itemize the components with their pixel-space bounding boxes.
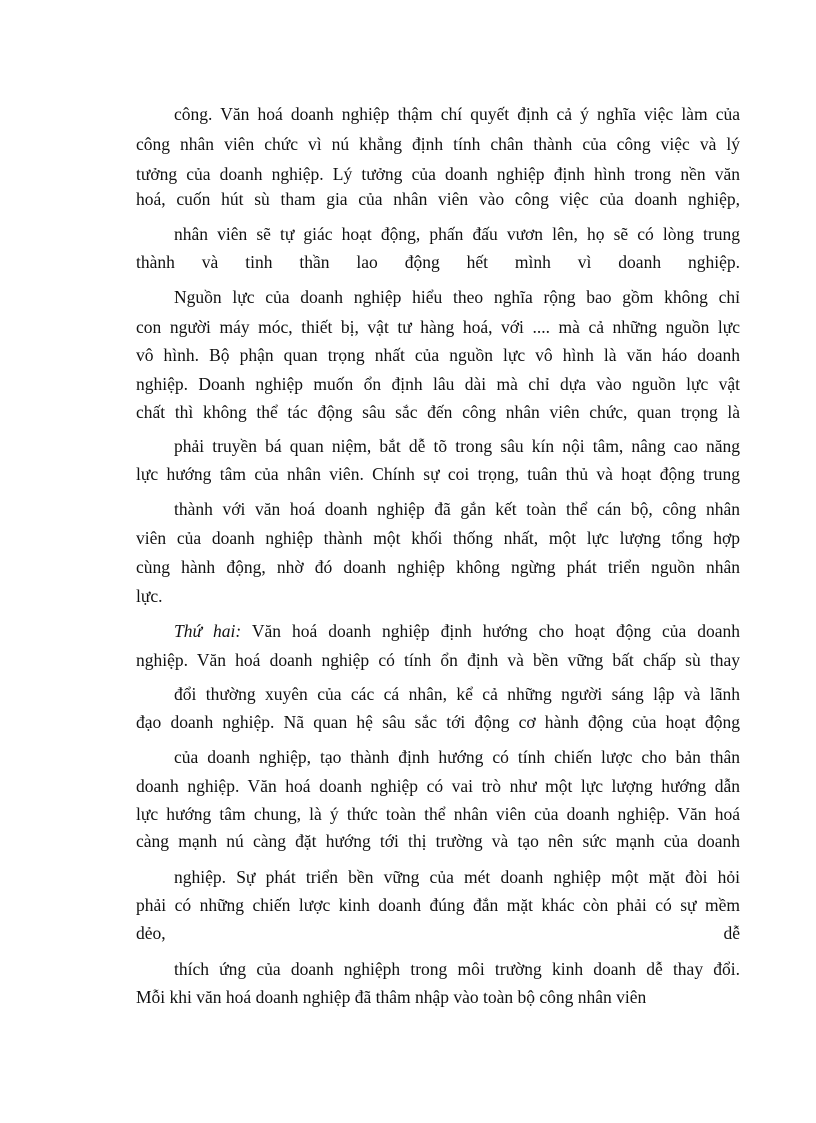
text-line: đổi thường xuyên của các cá nhân, kể cả những người sáng lập và lãnh (174, 684, 740, 704)
text-line: chất thì không thể tác động sâu sắc đến công nhân viên chức, quan trọng là (136, 402, 740, 422)
text-line: đạo doanh nghiệp. Nã quan hệ sâu sắc tới động cơ hành động của hoạt động (136, 712, 740, 732)
italic-lead: Thứ hai: (174, 621, 242, 641)
text-line: thành với văn hoá doanh nghiệp đã gắn kết toàn thể cán bộ, công nhân (174, 499, 740, 519)
text-line: hoá, cuốn hút sù tham gia của nhân viên vào công việc của doanh nghiệp, (136, 189, 740, 209)
line-text: Văn hoá doanh nghiệp định hướng cho hoạt động của doanh (251, 621, 741, 641)
text-line: lực. (136, 586, 163, 606)
text-line: công nhân viên chức vì nú khẳng định tính chân thành của công việc và lý (136, 134, 740, 154)
text-line: nghiệp. Doanh nghiệp muốn ổn định lâu dài mà chỉ dựa vào nguồn lực vật (136, 374, 740, 394)
text-line: cùng hành động, nhờ đó doanh nghiệp không ngừng phát triển nguồn nhân (136, 557, 740, 577)
text-line: phải có những chiến lược kinh doanh đúng đắn mặt khác còn phải có sự mềm (136, 895, 740, 915)
text-line: Nguồn lực của doanh nghiệp hiểu theo nghĩa rộng bao gồm không chỉ (174, 287, 740, 307)
text-line: tưởng của doanh nghiệp. Lý tưởng của doanh nghiệp định hình trong nền văn (136, 164, 740, 184)
text-line: Mỗi khi văn hoá doanh nghiệp đã thâm nhập vào toàn bộ công nhân viên (136, 987, 647, 1007)
text-line: phải truyền bá quan niệm, bắt dễ tõ trong sâu kín nội tâm, nâng cao năng (174, 436, 740, 456)
text-line: dẻo, dễ (136, 923, 740, 943)
text-line: của doanh nghiệp, tạo thành định hướng có tính chiến lược cho bản thân (174, 747, 740, 767)
text-line: doanh nghiệp. Văn hoá doanh nghiệp có vai trò như một lực lượng hướng dẫn (136, 776, 740, 796)
text-line: nhân viên sẽ tự giác hoạt động, phấn đấu vươn lên, họ sẽ có lòng trung (174, 224, 740, 244)
text-line: thích ứng của doanh nghiệph trong môi trường kinh doanh dễ thay đổi. (174, 959, 740, 979)
text-line: lực hướng tâm chung, là ý thức toàn thể nhân viên của doanh nghiệp. Văn hoá (136, 804, 740, 824)
text-line: lực hướng tâm của nhân viên. Chính sự coi trọng, tuân thủ và hoạt động trung (136, 464, 740, 484)
text-line: viên của doanh nghiệp thành một khối thống nhất, một lực lượng tổng hợp (136, 528, 740, 548)
text-line-with-italic-lead (174, 617, 740, 645)
text-line: công. Văn hoá doanh nghiệp thậm chí quyết định cả ý nghĩa việc làm của (174, 104, 740, 124)
text-line: nghiệp. Văn hoá doanh nghiệp có tính ổn định và bền vững bất chấp sù thay (136, 650, 740, 670)
text-line: càng mạnh nú càng đặt hướng tới thị trường và tạo nên sức mạnh của doanh (136, 831, 740, 851)
text-line: thành và tinh thần lao động hết mình vì doanh nghiệp. (136, 252, 740, 272)
text-line: nghiệp. Sự phát triển bền vững của mét doanh nghiệp một mặt đòi hỏi (174, 867, 740, 887)
text-line: con người máy móc, thiết bị, vật tư hàng hoá, với .... mà cả những nguồn lực (136, 317, 740, 337)
text-line: vô hình. Bộ phận quan trọng nhất của nguồn lực vô hình là văn háo doanh (136, 345, 740, 365)
